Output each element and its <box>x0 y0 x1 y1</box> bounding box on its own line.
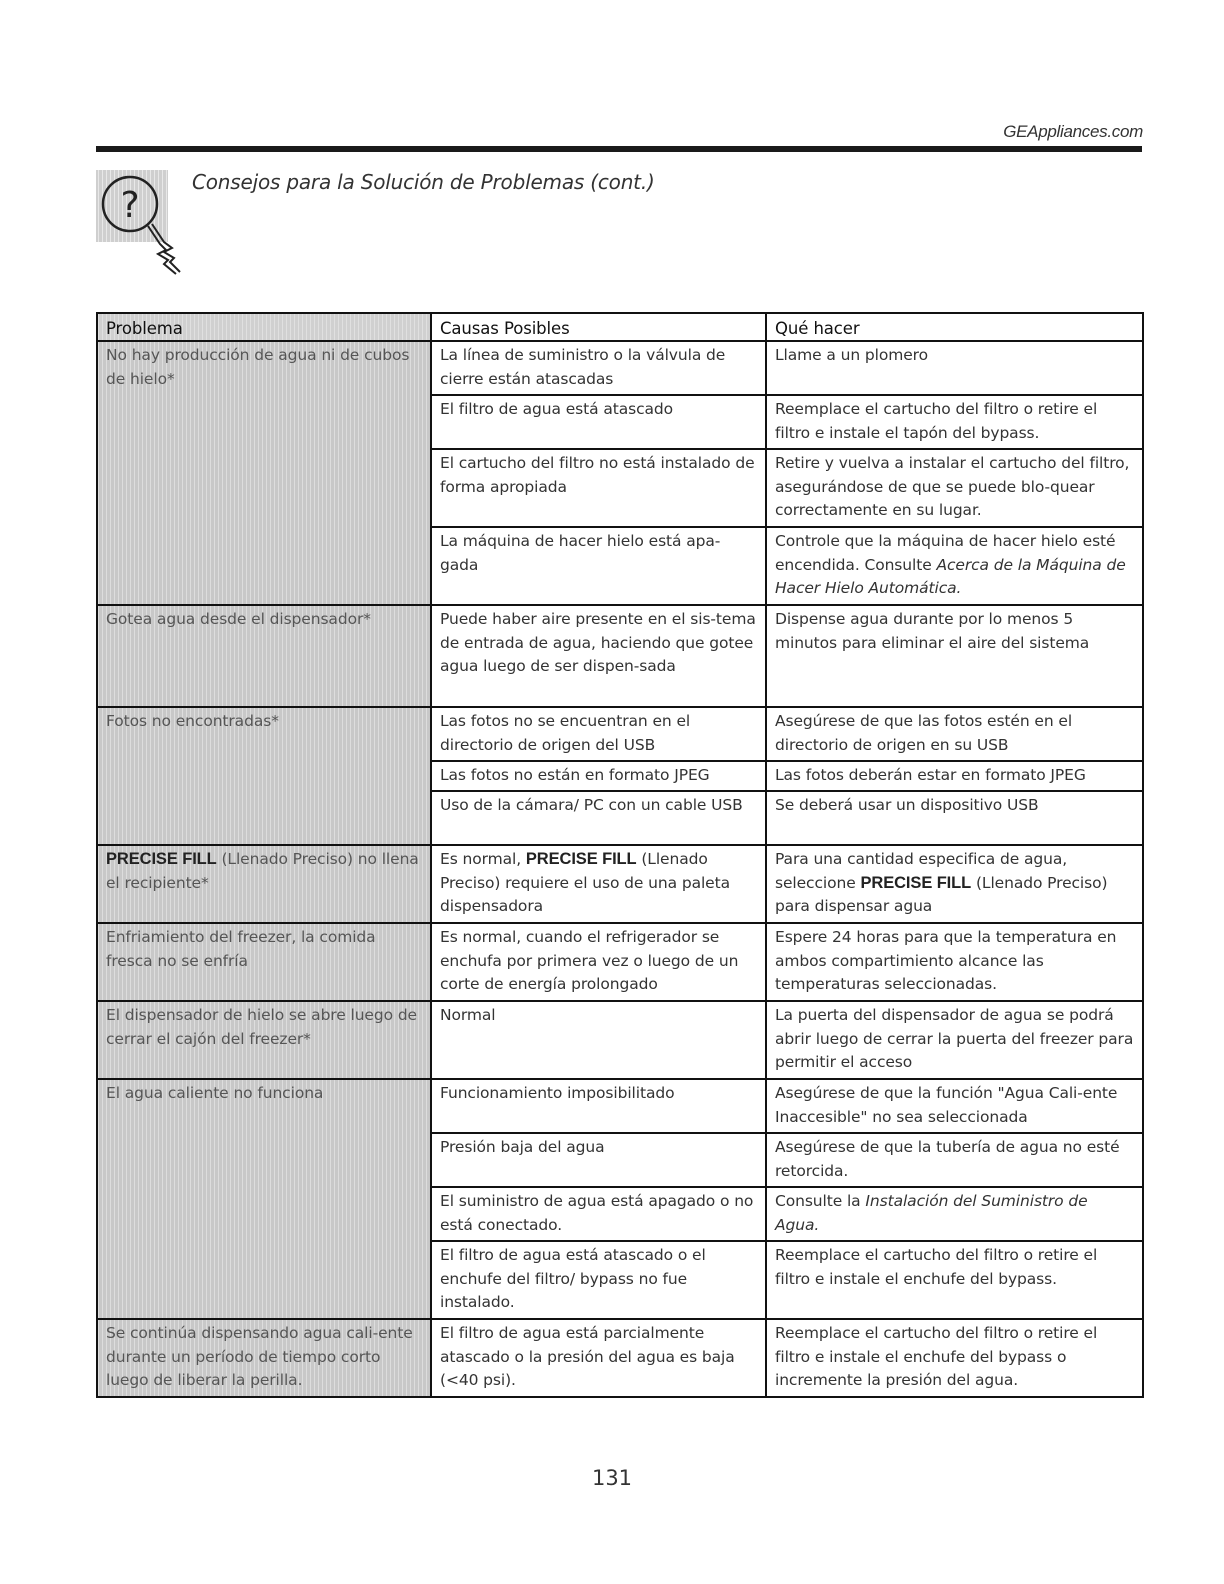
action-cell: Se deberá usar un dispositivo USB <box>766 791 1143 845</box>
cause-cell: Funcionamiento imposibilitado <box>431 1079 766 1133</box>
problem-cell: El agua caliente no funciona <box>97 1079 431 1319</box>
page-number: 131 <box>591 1466 633 1490</box>
cause-cell: El filtro de agua está parcialmente atascado o la presión del agua es baja (<40 psi). <box>431 1319 766 1397</box>
table-row <box>97 1001 1143 1079</box>
cause-cell: La máquina de hacer hielo está apa-gada <box>431 527 766 605</box>
problem-cell: El dispensador de hielo se abre luego de cerrar el cajón del freezer* <box>97 1001 431 1079</box>
cause-cell: El suministro de agua está apagado o no está conectado. <box>431 1187 766 1241</box>
action-cell: Asegúrese de que la función "Agua Cali-ente Inaccesible" no sea seleccionada <box>766 1079 1143 1133</box>
action-cell: Dispense agua durante por lo menos 5 minutos para eliminar el aire del sistema <box>766 605 1143 707</box>
header-causes: Causas Posibles <box>431 313 766 341</box>
problem-cell: Gotea agua desde el dispensador* <box>97 605 431 707</box>
cause-cell: Uso de la cámara/ PC con un cable USB <box>431 791 766 845</box>
action-cell: Retire y vuelva a instalar el cartucho del filtro, asegurándose de que se puede blo-quear correctamente en su lugar. <box>766 449 1143 527</box>
action-cell: Asegúrese de que la tubería de agua no esté retorcida. <box>766 1133 1143 1187</box>
action-cell: Llame a un plomero <box>766 341 1143 395</box>
action-cell: Reemplace el cartucho del filtro o retire el filtro e instale el enchufe del bypass o incremente la presión del agua. <box>766 1319 1143 1397</box>
action-cell: Controle que la máquina de hacer hielo esté encendida. Consulte Acerca de la Máquina de Hacer Hielo Automática. <box>766 527 1143 605</box>
table-row <box>97 707 1143 761</box>
page-title: Consejos para la Solución de Problemas (cont.) <box>192 170 655 194</box>
table-row <box>97 845 1143 923</box>
table-header-row <box>97 313 1143 341</box>
cause-cell: El filtro de agua está atascado <box>431 395 766 449</box>
problem-cell: Se continúa dispensando agua cali-ente durante un período de tiempo corto luego de liberar la perilla. <box>97 1319 431 1397</box>
cause-cell: El filtro de agua está atascado o el enchufe del filtro/ bypass no fue instalado. <box>431 1241 766 1319</box>
table-row <box>97 605 1143 707</box>
table-row <box>97 1319 1143 1397</box>
header-action: Qué hacer <box>766 313 1143 341</box>
cause-cell: Es normal, cuando el refrigerador se enchufa por primera vez o luego de un corte de energía prolongado <box>431 923 766 1001</box>
table-row <box>97 923 1143 1001</box>
table-row <box>97 1079 1143 1133</box>
cause-cell: Puede haber aire presente en el sis-tema de entrada de agua, haciendo que gotee agua luego de ser dispen-sada <box>431 605 766 707</box>
table-row <box>97 341 1143 395</box>
action-cell: La puerta del dispensador de agua se podrá abrir luego de cerrar la puerta del freezer para permitir el acceso <box>766 1001 1143 1079</box>
cause-cell: La línea de suministro o la válvula de cierre están atascadas <box>431 341 766 395</box>
problem-cell: Enfriamiento del freezer, la comida fresca no se enfría <box>97 923 431 1001</box>
header-rule <box>96 146 1142 152</box>
action-cell: Asegúrese de que las fotos estén en el directorio de origen en su USB <box>766 707 1143 761</box>
action-cell: Espere 24 horas para que la temperatura en ambos compartimiento alcance las temperaturas seleccionadas. <box>766 923 1143 1001</box>
cause-cell: Normal <box>431 1001 766 1079</box>
troubleshooting-table <box>96 312 1144 1398</box>
site-url: GEAppliances.com <box>1003 122 1143 141</box>
cause-cell: Presión baja del agua <box>431 1133 766 1187</box>
cause-cell: Las fotos no están en formato JPEG <box>431 761 766 791</box>
problem-cell: PRECISE FILL (Llenado Preciso) no llena el recipiente* <box>97 845 431 923</box>
action-cell: Para una cantidad especifica de agua, seleccione PRECISE FILL (Llenado Preciso) para dispensar agua <box>766 845 1143 923</box>
action-cell: Las fotos deberán estar en formato JPEG <box>766 761 1143 791</box>
svg-text:?: ? <box>120 185 140 226</box>
cause-cell: Es normal, PRECISE FILL (Llenado Preciso) requiere el uso de una paleta dispensadora <box>431 845 766 923</box>
cause-cell: El cartucho del filtro no está instalado de forma apropiada <box>431 449 766 527</box>
header-problem: Problema <box>97 313 431 341</box>
action-cell: Consulte la Instalación del Suministro de Agua. <box>766 1187 1143 1241</box>
problem-cell: Fotos no encontradas* <box>97 707 431 845</box>
action-cell: Reemplace el cartucho del filtro o retire el filtro e instale el enchufe del bypass. <box>766 1241 1143 1319</box>
cause-cell: Las fotos no se encuentran en el directorio de origen del USB <box>431 707 766 761</box>
problem-cell: No hay producción de agua ni de cubos de hielo* <box>97 341 431 605</box>
action-cell: Reemplace el cartucho del filtro o retire el filtro e instale el tapón del bypass. <box>766 395 1143 449</box>
question-magnifier-icon <box>94 164 204 276</box>
